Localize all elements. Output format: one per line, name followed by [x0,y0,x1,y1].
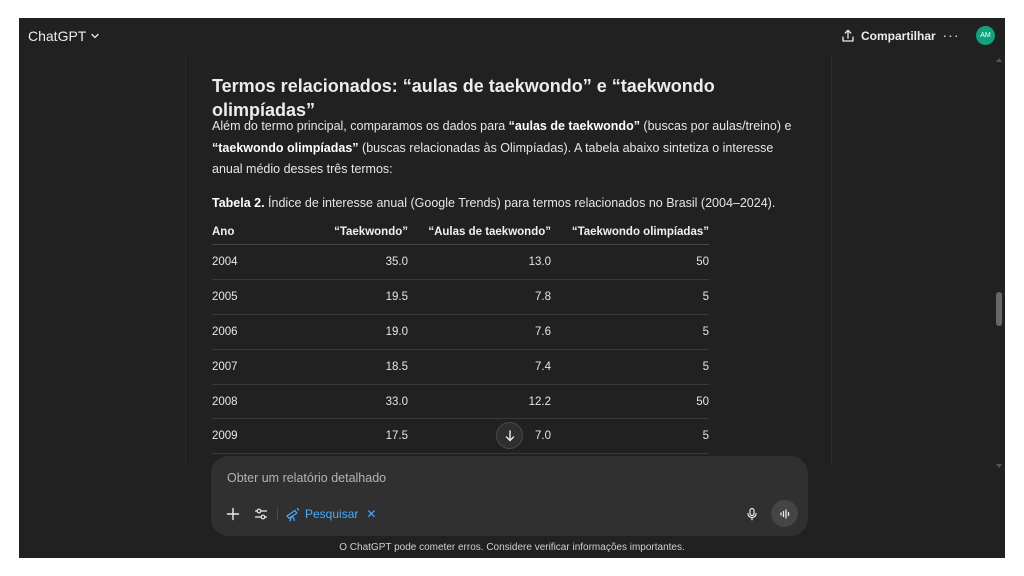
intro-paragraph [212,116,802,181]
scroll-down-arrow-icon[interactable] [996,464,1002,468]
table-cell: 5 [551,279,709,314]
table-cell: 7.6 [408,314,551,349]
scrollbar-thumb[interactable] [996,292,1002,326]
share-button[interactable] [841,25,936,47]
table-cell: 7.8 [408,279,551,314]
table-cell: 33.0 [312,384,408,419]
voice-wave-icon [778,507,792,521]
table-cell: 2008 [212,384,312,419]
plus-icon [226,507,240,521]
disclaimer-text: O ChatGPT pode cometer erros. Considere verificar informações importantes. [339,542,685,553]
table-cell: 2004 [212,245,312,280]
table-cell: 50 [551,245,709,280]
column-header-taekwondo: “Taekwondo” [312,220,408,245]
table-row [212,384,709,419]
table-row [212,349,709,384]
column-header-olimpiadas: “Taekwondo olimpíadas” [551,220,709,245]
microphone-icon [745,507,759,521]
table-cell: 19.5 [312,279,408,314]
scroll-up-arrow-icon[interactable] [996,58,1002,62]
section-heading: Termos relacionados: “aulas de taekwondo” e “taekwondo olimpíadas” [212,76,715,120]
table-row [212,279,709,314]
table-cell: 5 [551,349,709,384]
chevron-down-icon [90,31,100,41]
table-header-row [212,220,709,245]
telescope-icon [285,507,300,522]
message-composer [211,456,808,536]
scrollbar[interactable] [994,58,1004,472]
table-cell: 50 [551,384,709,419]
para-bold-term: “aulas de taekwondo” [508,119,640,133]
search-mode-label: Pesquisar [305,507,359,521]
table-cell: 2007 [212,349,312,384]
table-cell: 18.5 [312,349,408,384]
trends-table [212,220,709,454]
table-cell: 17.5 [312,419,408,454]
table-cell: 19.0 [312,314,408,349]
model-switcher[interactable] [28,26,100,46]
caption-text: Índice de interesse anual (Google Trends) para termos relacionados no Brasil (2004–2024). [264,196,776,210]
add-attachment-button[interactable] [223,504,243,524]
tools-button[interactable] [251,504,271,524]
arrow-down-icon [503,429,517,443]
prompt-input[interactable]: Obter um relatório detalhado [227,471,387,485]
table-cell: 2006 [212,314,312,349]
close-icon[interactable]: ✕ [366,507,377,521]
caption-label: Tabela 2. [212,196,265,210]
column-header-ano: Ano [212,220,312,245]
table-cell: 2009 [212,419,312,454]
para-bold-term: “taekwondo olimpíadas” [212,140,359,155]
share-icon [841,29,855,43]
chat-app [19,18,1005,558]
table-cell: 13.0 [408,245,551,280]
table-cell: 7.4 [408,349,551,384]
assistant-message [212,74,822,443]
column-header-aulas: “Aulas de taekwondo” [408,220,551,245]
content-divider-right [831,54,832,466]
more-icon: ··· [942,27,960,43]
dictate-button[interactable] [742,504,762,524]
table-cell: 2005 [212,279,312,314]
share-label: Compartilhar [861,29,936,43]
table-cell: 7.0 [408,419,551,454]
top-bar [19,18,1005,54]
para-text: (buscas por aulas/treino) e [639,119,792,133]
avatar-initials: AM [980,32,991,39]
more-options-button[interactable] [940,24,962,46]
para-text: (buscas relacionadas às Olimpíadas). A tabela abaixo sintetiza o interesse anual médio desses três termos: [212,140,774,176]
model-label: ChatGPT [28,28,87,44]
search-mode-chip[interactable] [285,504,376,524]
table-caption [212,193,812,213]
table-cell: 5 [551,419,709,454]
voice-mode-button[interactable] [771,500,798,527]
table-row [212,314,709,349]
table-row [212,245,709,280]
table-cell: 35.0 [312,245,408,280]
table-cell: 5 [551,314,709,349]
table-row [212,419,709,454]
content-divider-left [185,54,186,466]
avatar[interactable] [976,26,995,45]
scroll-to-bottom-button[interactable] [496,422,523,449]
sliders-icon [254,507,268,521]
para-text: Além do termo principal, comparamos os dados para [212,119,509,133]
toolbar-divider [277,507,278,521]
table-cell: 12.2 [408,384,551,419]
